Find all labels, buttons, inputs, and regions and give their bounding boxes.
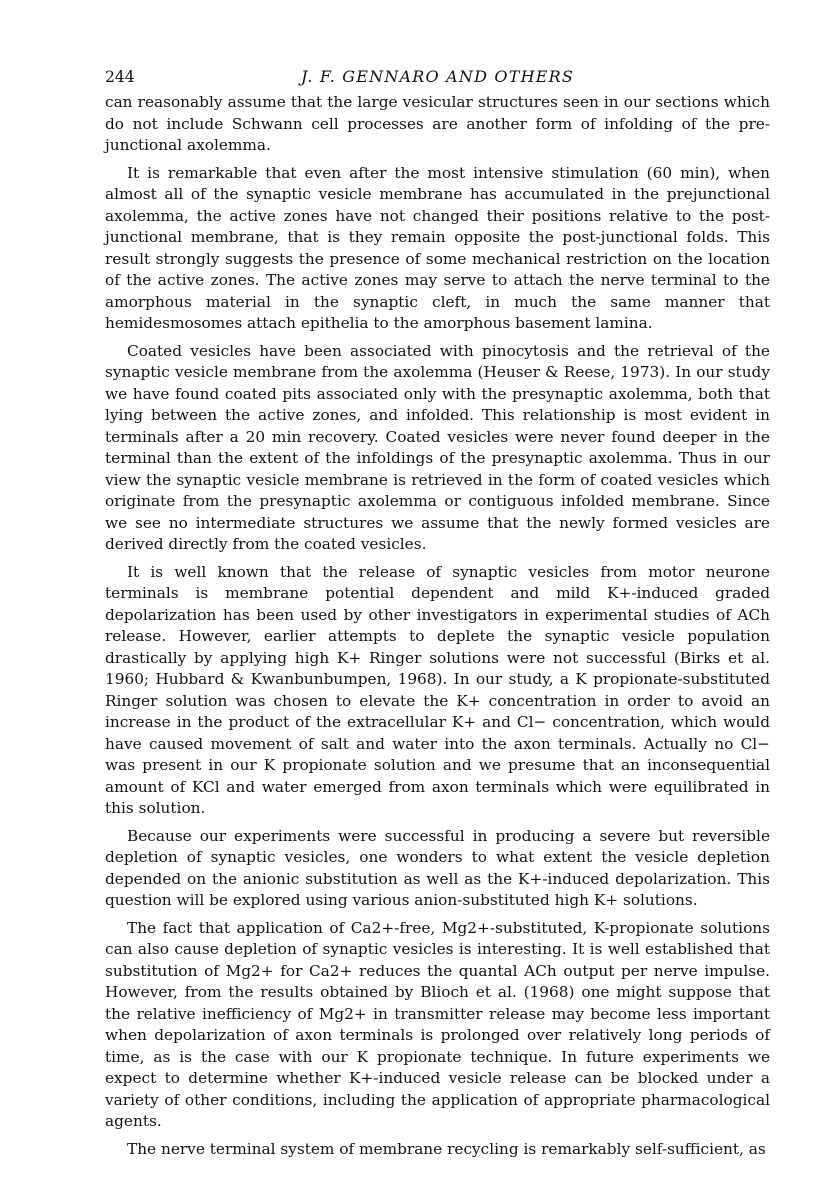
body-text	[105, 92, 770, 1160]
paragraph-membrane-recycling: The nerve terminal system of membrane recycling is remarkably self-sufficient, as	[127, 1139, 766, 1158]
paragraph-calcium-free: The fact that application of Ca2+-free, Mg2+-substituted, K-propionate solutions can also cause depletion of synaptic vesicles is interesting. It is well established that substitution of Mg2+ for Ca2+ reduces the quantal ACh output per nerve impulse. However, from the results obtained by Blioch et al. (1968) one might suppose that the relative inefficiency of Mg2+ in transmitter release may become less important when depolarization of axon terminals is prolonged over relatively long periods of time, as is the case with our K propionate technique. In future experiments we expect to determine whether K+-induced vesicle release can be blocked under a variety of other conditions, including the application of appropriate pharmacological agents.	[105, 918, 770, 1130]
paragraph-continuation: can reasonably assume that the large vesicular structures seen in our sections which do not include Schwann cell processes are another form of infolding of the pre-junctional axolemma.	[105, 93, 770, 154]
running-head	[105, 66, 770, 92]
paragraph-reversible-depletion: Because our experiments were successful in producing a severe but reversible depletion of synaptic vesicles, one wonders to what extent the vesicle depletion depended on the anionic substitution as well as the K+-induced depolarization. This question will be explored using various anion-substituted high K+ solutions.	[105, 826, 770, 909]
paragraph-membrane-potential: It is well known that the release of synaptic vesicles from motor neurone terminals is membrane potential dependent and mild K+-induced graded depolarization has been used by other investigators in experimental studies of ACh release. However, earlier attempts to deplete the synaptic vesicle population drastically by applying high K+ Ringer solutions were not successful (Birks et al. 1960; Hubbard & Kwanbunbumpen, 1968). In our study, a K propionate-substituted Ringer solution was chosen to elevate the K+ concentration in order to avoid an increase in the product of the extracellular K+ and Cl− concentration, which would have caused movement of salt and water into the axon terminals. Actually no Cl− was present in our K propionate solution and we presume that an inconsequential amount of KCl and water emerged from axon terminals which were equilibrated in this solution.	[105, 562, 770, 817]
page-number: 244	[105, 68, 135, 86]
running-title: J. F. GENNARO AND OTHERS	[300, 67, 575, 86]
paragraph-active-zones: It is remarkable that even after the most intensive stimulation (60 min), when almost all of the synaptic vesicle membrane has accumulated in the prejunctional axolemma, the active zones have not changed their positions relative to the post-junctional membrane, that is they remain opposite the post-junctional folds. This result strongly suggests the presence of some mechanical restriction on the location of the active zones. The active zones may serve to attach the nerve terminal to the amorphous material in the synaptic cleft, in much the same manner that hemidesmosomes attach epithelia to the amorphous basement lamina.	[105, 163, 770, 332]
paragraph-coated-vesicles: Coated vesicles have been associated with pinocytosis and the retrieval of the synaptic vesicle membrane from the axolemma (Heuser & Reese, 1973). In our study we have found coated pits associated only with the presynaptic axolemma, both that lying between the active zones, and infolded. This relationship is most evident in terminals after a 20 min recovery. Coated vesicles were never found deeper in the terminal than the extent of the infoldings of the presynaptic axolemma. Thus in our view the synaptic vesicle membrane is retrieved in the form of coated vesicles which originate from the presynaptic axolemma or contiguous infolded membrane. Since we see no intermediate structures we assume that the newly formed vesicles are derived directly from the coated vesicles.	[105, 341, 770, 553]
page	[105, 66, 770, 1162]
